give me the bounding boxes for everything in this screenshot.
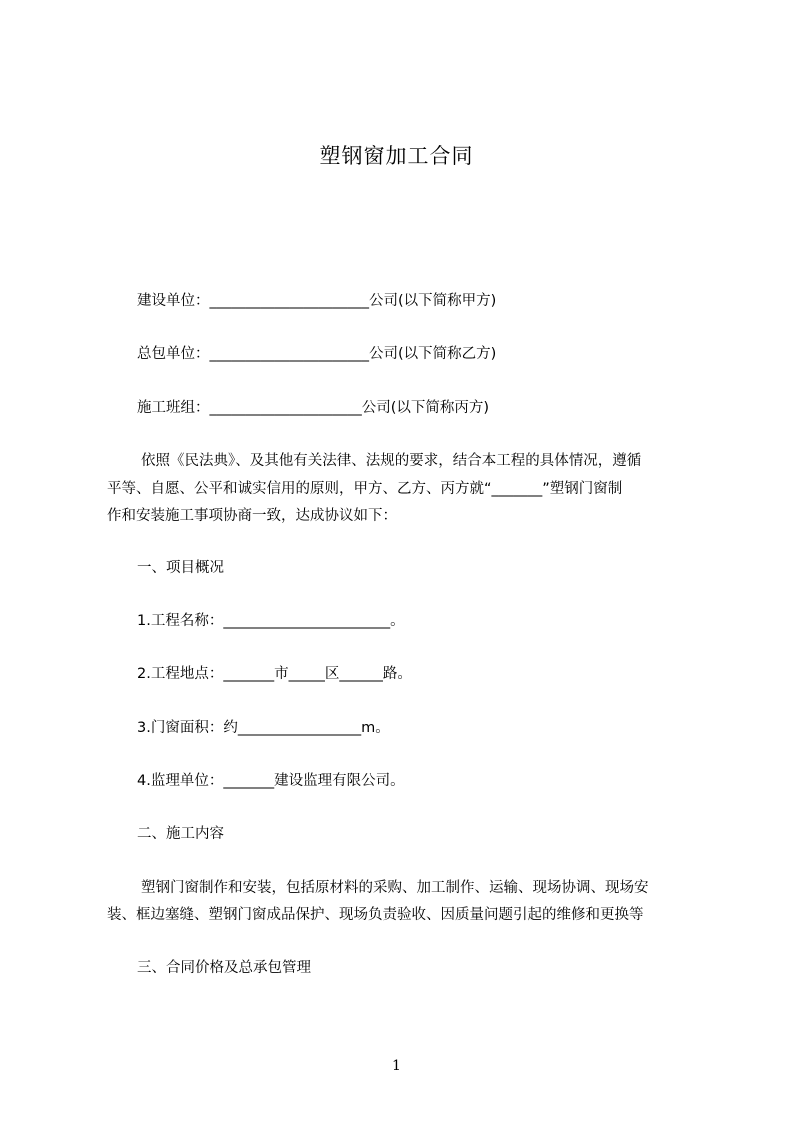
party-construction-team: 施工班组：_____________________公司(以下简称丙方) xyxy=(137,400,490,416)
supervision-unit-item: 4.监理单位：_______建设监理有限公司。 xyxy=(137,773,405,789)
section-2-heading: 二、施工内容 xyxy=(137,826,224,842)
intro-line-2: 平等、自愿、公平和诚实信用的原则，甲方、乙方、丙方就“_______”塑钢门窗制 xyxy=(107,481,623,497)
construction-content-line-1: 塑钢门窗制作和安装，包括原材料的采购、加工制作、运输、现场协调、现场安 xyxy=(141,880,649,896)
party-construction-unit: 建设单位：______________________公司(以下简称甲方) xyxy=(137,293,497,309)
party-general-contractor: 总包单位：______________________公司(以下简称乙方) xyxy=(137,346,497,362)
project-location-item: 2.工程地点：_______市_____区______路。 xyxy=(137,666,412,682)
section-3-heading: 三、合同价格及总承包管理 xyxy=(137,960,311,976)
window-area-item: 3.门窗面积：约_________________m。 xyxy=(137,720,390,736)
intro-line-3: 作和安装施工事项协商一致，达成协议如下： xyxy=(107,508,397,524)
document-title: 塑钢窗加工合同 xyxy=(319,144,474,168)
page-number: 1 xyxy=(392,1058,401,1074)
section-1-heading: 一、项目概况 xyxy=(137,560,224,576)
project-name-item: 1.工程名称：_______________________。 xyxy=(137,613,405,629)
intro-line-1: 依照《民法典》、及其他有关法律、法规的要求，结合本工程的具体情况，遵循 xyxy=(141,453,642,469)
construction-content-line-2: 装、框边塞缝、塑钢门窗成品保护、现场负责验收、因质量问题引起的维修和更换等 xyxy=(107,907,644,923)
